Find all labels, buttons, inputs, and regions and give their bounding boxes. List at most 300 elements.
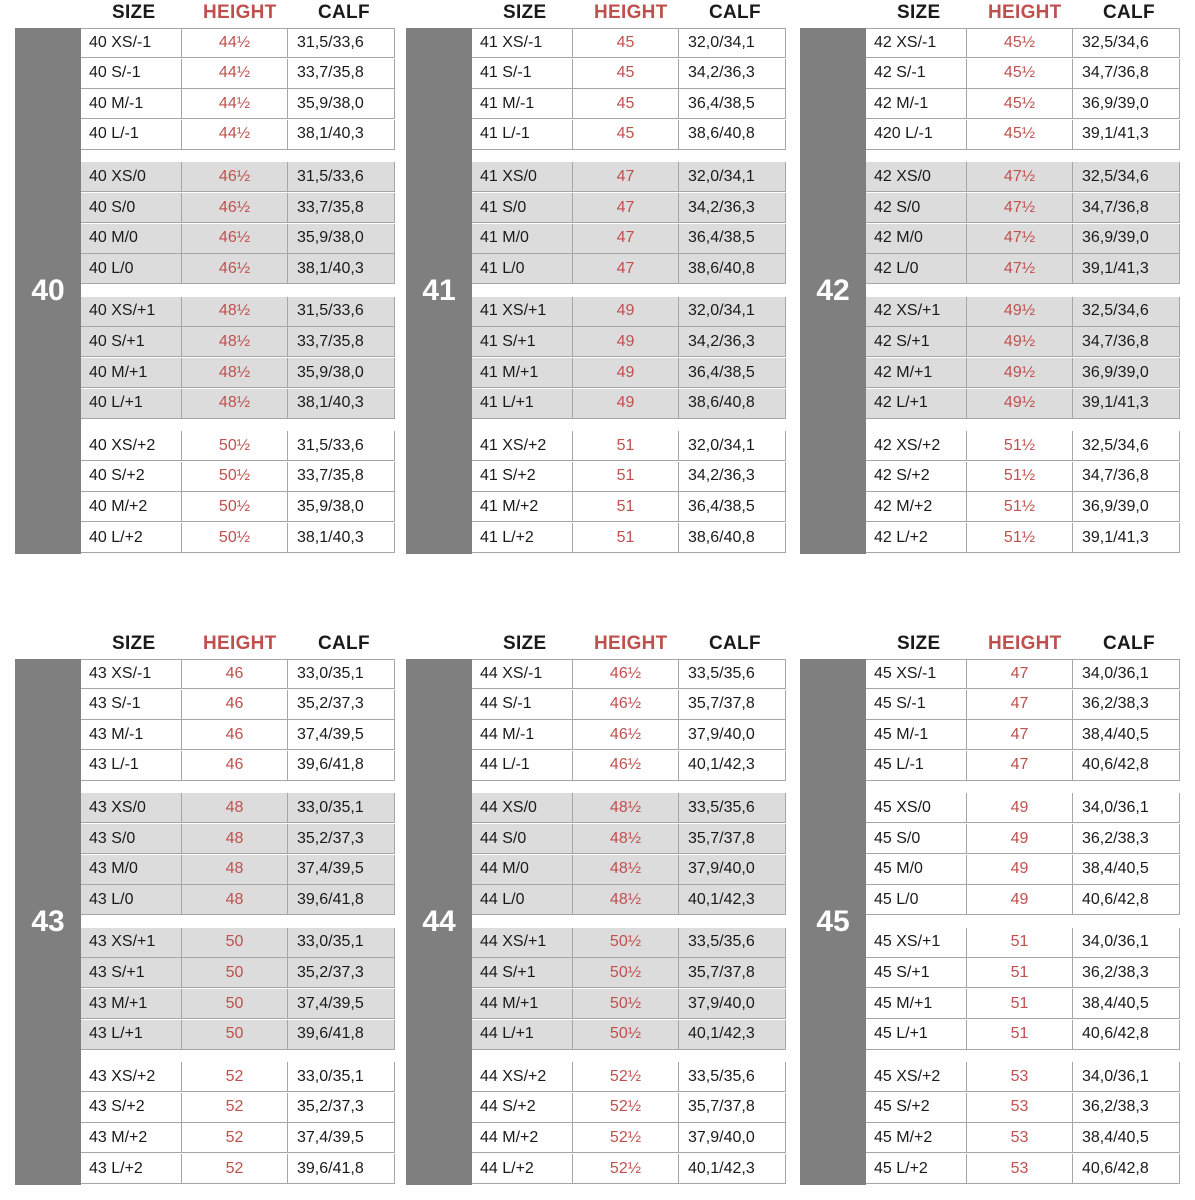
table-row [866,1093,1180,1123]
table-row [472,462,786,492]
table-row [472,751,786,781]
size-cell: 45 XS/-1 [866,660,967,688]
height-column-header: HEIGHT [203,2,277,23]
size-cell: 44 L/+2 [472,1154,573,1183]
table-row [472,1020,786,1050]
size-cell: 43 XS/+2 [81,1062,182,1091]
size-cell: 40 S/+1 [81,327,182,356]
height-cell: 44½ [182,29,288,57]
table-row [81,928,395,958]
calf-cell: 31,5/33,6 [297,436,364,454]
calf-cell: 36,9/39,0 [1082,94,1149,112]
table-row [81,1020,395,1050]
height-cell: 45½ [967,29,1073,57]
size-cell: 40 M/-1 [81,89,182,118]
height-cell: 52 [182,1123,288,1152]
height-cell: 49½ [967,297,1073,326]
table-row [866,162,1180,192]
size-cell: 40 L/+2 [81,523,182,552]
height-cell: 52½ [573,1123,679,1152]
size-cell: 41 S/-1 [472,59,573,88]
size-cell: 44 XS/-1 [472,660,573,688]
height-cell: 50½ [573,989,679,1018]
calf-cell: 37,4/39,5 [297,1128,364,1146]
size-cell: 40 L/0 [81,254,182,283]
table-row [866,431,1180,461]
size-cell: 43 M/-1 [81,720,182,749]
calf-column-header: CALF [709,2,761,23]
calf-cell: 37,9/40,0 [688,994,755,1012]
calf-cell: 37,4/39,5 [297,994,364,1012]
calf-cell: 33,7/35,8 [297,467,364,485]
size-cell: 42 L/+2 [866,523,967,552]
height-cell: 46½ [182,224,288,253]
size-cell: 45 XS/+2 [866,1062,967,1091]
size-cell: 45 S/-1 [866,690,967,719]
height-cell: 47 [573,193,679,222]
calf-cell: 35,9/38,0 [297,229,364,247]
height-cell: 52½ [573,1062,679,1091]
calf-cell: 40,1/42,3 [688,756,755,774]
size-cell: 44 L/+1 [472,1020,573,1049]
calf-cell: 35,9/38,0 [297,94,364,112]
height-column-header: HEIGHT [594,2,668,23]
height-cell: 53 [967,1154,1073,1183]
size-cell: 42 M/+2 [866,492,967,521]
height-cell: 47 [573,254,679,283]
height-cell: 45 [573,59,679,88]
calf-cell: 36,2/38,3 [1082,695,1149,713]
calf-cell: 33,0/35,1 [297,798,364,816]
height-cell: 48 [182,885,288,914]
size-cell: 40 XS/+2 [81,431,182,460]
calf-cell: 37,4/39,5 [297,860,364,878]
table-row [866,120,1180,150]
table-row [866,89,1180,119]
calf-cell: 36,4/38,5 [688,363,755,381]
height-cell: 47½ [967,224,1073,253]
size-cell: 44 S/+1 [472,958,573,987]
size-cell: 45 S/+1 [866,958,967,987]
height-cell: 51½ [967,492,1073,521]
table-row [472,659,786,689]
table-row [472,1154,786,1184]
calf-cell: 33,0/35,1 [297,665,364,682]
height-cell: 49 [573,358,679,387]
table-row [81,1154,395,1184]
size-cell: 44 L/-1 [472,751,573,780]
height-cell: 53 [967,1093,1073,1122]
size-cell: 43 M/0 [81,855,182,884]
height-cell: 47 [967,720,1073,749]
height-cell: 50½ [182,523,288,552]
size-group-label [406,28,472,554]
height-cell: 48 [182,855,288,884]
table-row [472,1123,786,1153]
calf-cell: 36,2/38,3 [1082,1098,1149,1116]
size-column-header: SIZE [897,2,941,23]
calf-cell: 34,0/36,1 [1082,665,1149,682]
size-cell: 41 M/+1 [472,358,573,387]
table-row [81,989,395,1019]
table-row [866,327,1180,357]
size-cell: 41 L/-1 [472,120,573,149]
table-row [866,1020,1180,1050]
size-column-header: SIZE [897,633,941,654]
calf-cell: 34,7/36,8 [1082,467,1149,485]
calf-cell: 36,2/38,3 [1082,963,1149,981]
table-row [81,28,395,58]
size-cell: 42 M/0 [866,224,967,253]
table-row [472,28,786,58]
size-column-header: SIZE [112,2,156,23]
size-cell: 44 S/0 [472,824,573,853]
column-header [15,631,396,659]
height-cell: 45½ [967,89,1073,118]
table-row [866,751,1180,781]
size-cell: 44 S/-1 [472,690,573,719]
size-cell: 43 M/+2 [81,1123,182,1152]
size-cell: 40 M/+2 [81,492,182,521]
height-cell: 51½ [967,431,1073,460]
size-cell: 41 M/+2 [472,492,573,521]
calf-cell: 32,5/34,6 [1082,34,1149,51]
calf-cell: 38,4/40,5 [1082,994,1149,1012]
size-group-number: 43 [31,904,65,938]
height-cell: 47 [573,162,679,191]
size-panel-41 [406,0,787,546]
calf-column-header: CALF [318,2,370,23]
height-cell: 48 [182,824,288,853]
height-cell: 52 [182,1154,288,1183]
size-group-number: 41 [422,273,456,307]
table-row [472,1093,786,1123]
size-cell: 43 XS/-1 [81,660,182,688]
size-cell: 45 L/-1 [866,751,967,780]
size-cell: 40 S/+2 [81,462,182,491]
table-row [472,297,786,327]
height-cell: 51 [967,989,1073,1018]
size-group-number: 40 [31,273,65,307]
table-row [81,855,395,885]
calf-cell: 37,9/40,0 [688,860,755,878]
table-row [81,297,395,327]
table-row [81,885,395,915]
calf-cell: 35,2/37,3 [297,829,364,847]
table-row [472,1062,786,1092]
height-cell: 52 [182,1062,288,1091]
calf-cell: 39,1/41,3 [1082,259,1149,277]
size-column-header: SIZE [112,633,156,654]
table-row [81,431,395,461]
size-cell: 41 XS/+2 [472,431,573,460]
height-cell: 49 [967,885,1073,914]
table-row [81,523,395,553]
height-column-header: HEIGHT [988,633,1062,654]
calf-cell: 40,6/42,8 [1082,1025,1149,1043]
size-group-label [15,659,81,1185]
size-cell: 43 M/+1 [81,989,182,1018]
size-panel-40 [15,0,396,546]
table-row [81,1062,395,1092]
table-row [866,793,1180,823]
size-cell: 43 S/0 [81,824,182,853]
table-row [866,989,1180,1019]
calf-cell: 31,5/33,6 [297,302,364,320]
height-column-header: HEIGHT [988,2,1062,23]
height-column-header: HEIGHT [594,633,668,654]
calf-cell: 36,9/39,0 [1082,497,1149,515]
size-cell: 45 M/+2 [866,1123,967,1152]
table-row [866,358,1180,388]
height-cell: 45½ [967,59,1073,88]
calf-cell: 39,6/41,8 [297,756,364,774]
size-cell: 45 L/+2 [866,1154,967,1183]
calf-cell: 32,0/34,1 [688,34,755,51]
height-cell: 45 [573,29,679,57]
size-cell: 43 XS/0 [81,793,182,822]
height-cell: 47½ [967,193,1073,222]
size-cell: 42 XS/0 [866,162,967,191]
table-row [472,389,786,419]
size-group-label [800,28,866,554]
calf-cell: 34,7/36,8 [1082,198,1149,216]
height-cell: 46½ [573,751,679,780]
size-cell: 45 XS/+1 [866,928,967,957]
calf-cell: 32,0/34,1 [688,436,755,454]
size-panel-44 [406,631,787,1177]
calf-column-header: CALF [1103,2,1155,23]
size-panel-42 [800,0,1181,546]
calf-cell: 38,6/40,8 [688,394,755,412]
calf-cell: 33,0/35,1 [297,1067,364,1085]
table-row [81,690,395,720]
calf-cell: 39,6/41,8 [297,890,364,908]
size-cell: 42 XS/+2 [866,431,967,460]
calf-cell: 32,5/34,6 [1082,436,1149,454]
size-cell: 45 S/+2 [866,1093,967,1122]
height-cell: 46½ [573,660,679,688]
size-cell: 41 S/+1 [472,327,573,356]
height-cell: 47½ [967,254,1073,283]
height-cell: 46 [182,690,288,719]
table-row [472,824,786,854]
calf-cell: 39,1/41,3 [1082,394,1149,412]
height-cell: 46½ [182,193,288,222]
size-cell: 40 M/0 [81,224,182,253]
table-row [866,824,1180,854]
table-row [866,523,1180,553]
height-cell: 44½ [182,120,288,149]
calf-cell: 39,1/41,3 [1082,125,1149,143]
size-cell: 43 S/+2 [81,1093,182,1122]
calf-cell: 35,7/37,8 [688,963,755,981]
height-cell: 48½ [573,855,679,884]
table-row [81,254,395,284]
calf-cell: 34,0/36,1 [1082,933,1149,951]
calf-cell: 36,9/39,0 [1082,229,1149,247]
calf-cell: 35,7/37,8 [688,829,755,847]
table-row [866,59,1180,89]
column-header [800,631,1181,659]
table-row [866,28,1180,58]
height-cell: 52 [182,1093,288,1122]
height-cell: 48½ [182,297,288,326]
size-cell: 43 L/-1 [81,751,182,780]
height-cell: 50½ [573,928,679,957]
table-row [472,793,786,823]
table-row [472,523,786,553]
calf-cell: 34,2/36,3 [688,64,755,82]
calf-cell: 34,7/36,8 [1082,332,1149,350]
size-cell: 43 S/+1 [81,958,182,987]
calf-cell: 32,5/34,6 [1082,167,1149,185]
table-row [472,492,786,522]
table-row [866,958,1180,988]
size-cell: 45 XS/0 [866,793,967,822]
table-row [81,59,395,89]
size-cell: 41 S/+2 [472,462,573,491]
height-cell: 49½ [967,358,1073,387]
calf-cell: 35,9/38,0 [297,497,364,515]
height-cell: 51 [573,492,679,521]
table-row [866,855,1180,885]
table-row [866,389,1180,419]
table-row [472,690,786,720]
size-cell: 40 L/-1 [81,120,182,149]
size-cell: 41 L/0 [472,254,573,283]
calf-cell: 38,4/40,5 [1082,1128,1149,1146]
table-row [81,193,395,223]
calf-cell: 34,2/36,3 [688,198,755,216]
size-cell: 41 XS/-1 [472,29,573,57]
column-header [406,0,787,28]
size-group-label [406,659,472,1185]
size-column-header: SIZE [503,2,547,23]
size-cell: 42 S/+2 [866,462,967,491]
height-cell: 51 [573,462,679,491]
table-row [866,297,1180,327]
table-row [81,824,395,854]
size-group-number: 44 [422,904,456,938]
table-row [866,1154,1180,1184]
calf-cell: 34,2/36,3 [688,332,755,350]
height-cell: 48 [182,793,288,822]
calf-cell: 33,5/35,6 [688,798,755,816]
size-cell: 40 XS/0 [81,162,182,191]
size-cell: 41 XS/+1 [472,297,573,326]
calf-cell: 35,2/37,3 [297,695,364,713]
height-cell: 46½ [182,162,288,191]
table-row [81,1093,395,1123]
table-row [472,224,786,254]
table-row [472,162,786,192]
calf-cell: 38,1/40,3 [297,528,364,546]
size-cell: 44 M/+2 [472,1123,573,1152]
height-cell: 46½ [573,720,679,749]
calf-cell: 35,7/37,8 [688,1098,755,1116]
height-cell: 48½ [573,793,679,822]
height-cell: 47 [967,751,1073,780]
table-row [866,193,1180,223]
calf-cell: 38,1/40,3 [297,394,364,412]
calf-cell: 36,9/39,0 [1082,363,1149,381]
table-row [81,659,395,689]
table-row [81,358,395,388]
table-row [866,885,1180,915]
size-cell: 44 S/+2 [472,1093,573,1122]
calf-cell: 38,1/40,3 [297,125,364,143]
size-cell: 45 M/+1 [866,989,967,1018]
table-row [472,431,786,461]
height-cell: 49½ [967,389,1073,418]
table-row [866,690,1180,720]
size-cell: 45 M/-1 [866,720,967,749]
calf-cell: 40,6/42,8 [1082,756,1149,774]
height-cell: 50½ [573,1020,679,1049]
height-cell: 49½ [967,327,1073,356]
calf-cell: 35,2/37,3 [297,1098,364,1116]
size-cell: 43 L/+2 [81,1154,182,1183]
calf-cell: 36,4/38,5 [688,94,755,112]
height-cell: 46½ [573,690,679,719]
calf-cell: 31,5/33,6 [297,167,364,185]
size-cell: 42 M/+1 [866,358,967,387]
table-row [866,1062,1180,1092]
size-group-label [15,28,81,554]
table-row [81,751,395,781]
table-row [472,720,786,750]
height-cell: 46½ [182,254,288,283]
calf-cell: 33,5/35,6 [688,665,755,682]
calf-cell: 33,5/35,6 [688,933,755,951]
height-cell: 50 [182,989,288,1018]
height-cell: 45 [573,89,679,118]
size-cell: 43 XS/+1 [81,928,182,957]
table-row [81,224,395,254]
size-cell: 43 L/+1 [81,1020,182,1049]
height-cell: 48½ [182,358,288,387]
size-panel-43 [15,631,396,1177]
column-header [406,631,787,659]
size-cell: 42 S/+1 [866,327,967,356]
calf-cell: 34,0/36,1 [1082,1067,1149,1085]
column-header [15,0,396,28]
height-cell: 53 [967,1062,1073,1091]
height-cell: 48½ [573,885,679,914]
table-row [866,224,1180,254]
table-row [472,885,786,915]
height-cell: 51 [573,523,679,552]
calf-cell: 36,4/38,5 [688,229,755,247]
column-header [800,0,1181,28]
table-row [472,120,786,150]
table-row [866,462,1180,492]
height-cell: 51 [967,1020,1073,1049]
table-row [866,1123,1180,1153]
height-cell: 50 [182,928,288,957]
height-cell: 48½ [182,327,288,356]
table-row [472,254,786,284]
calf-cell: 33,7/35,8 [297,64,364,82]
size-cell: 44 XS/+1 [472,928,573,957]
height-cell: 44½ [182,59,288,88]
height-cell: 47½ [967,162,1073,191]
size-cell: 41 M/-1 [472,89,573,118]
size-cell: 42 M/-1 [866,89,967,118]
size-panel-45 [800,631,1181,1177]
height-cell: 47 [967,660,1073,688]
